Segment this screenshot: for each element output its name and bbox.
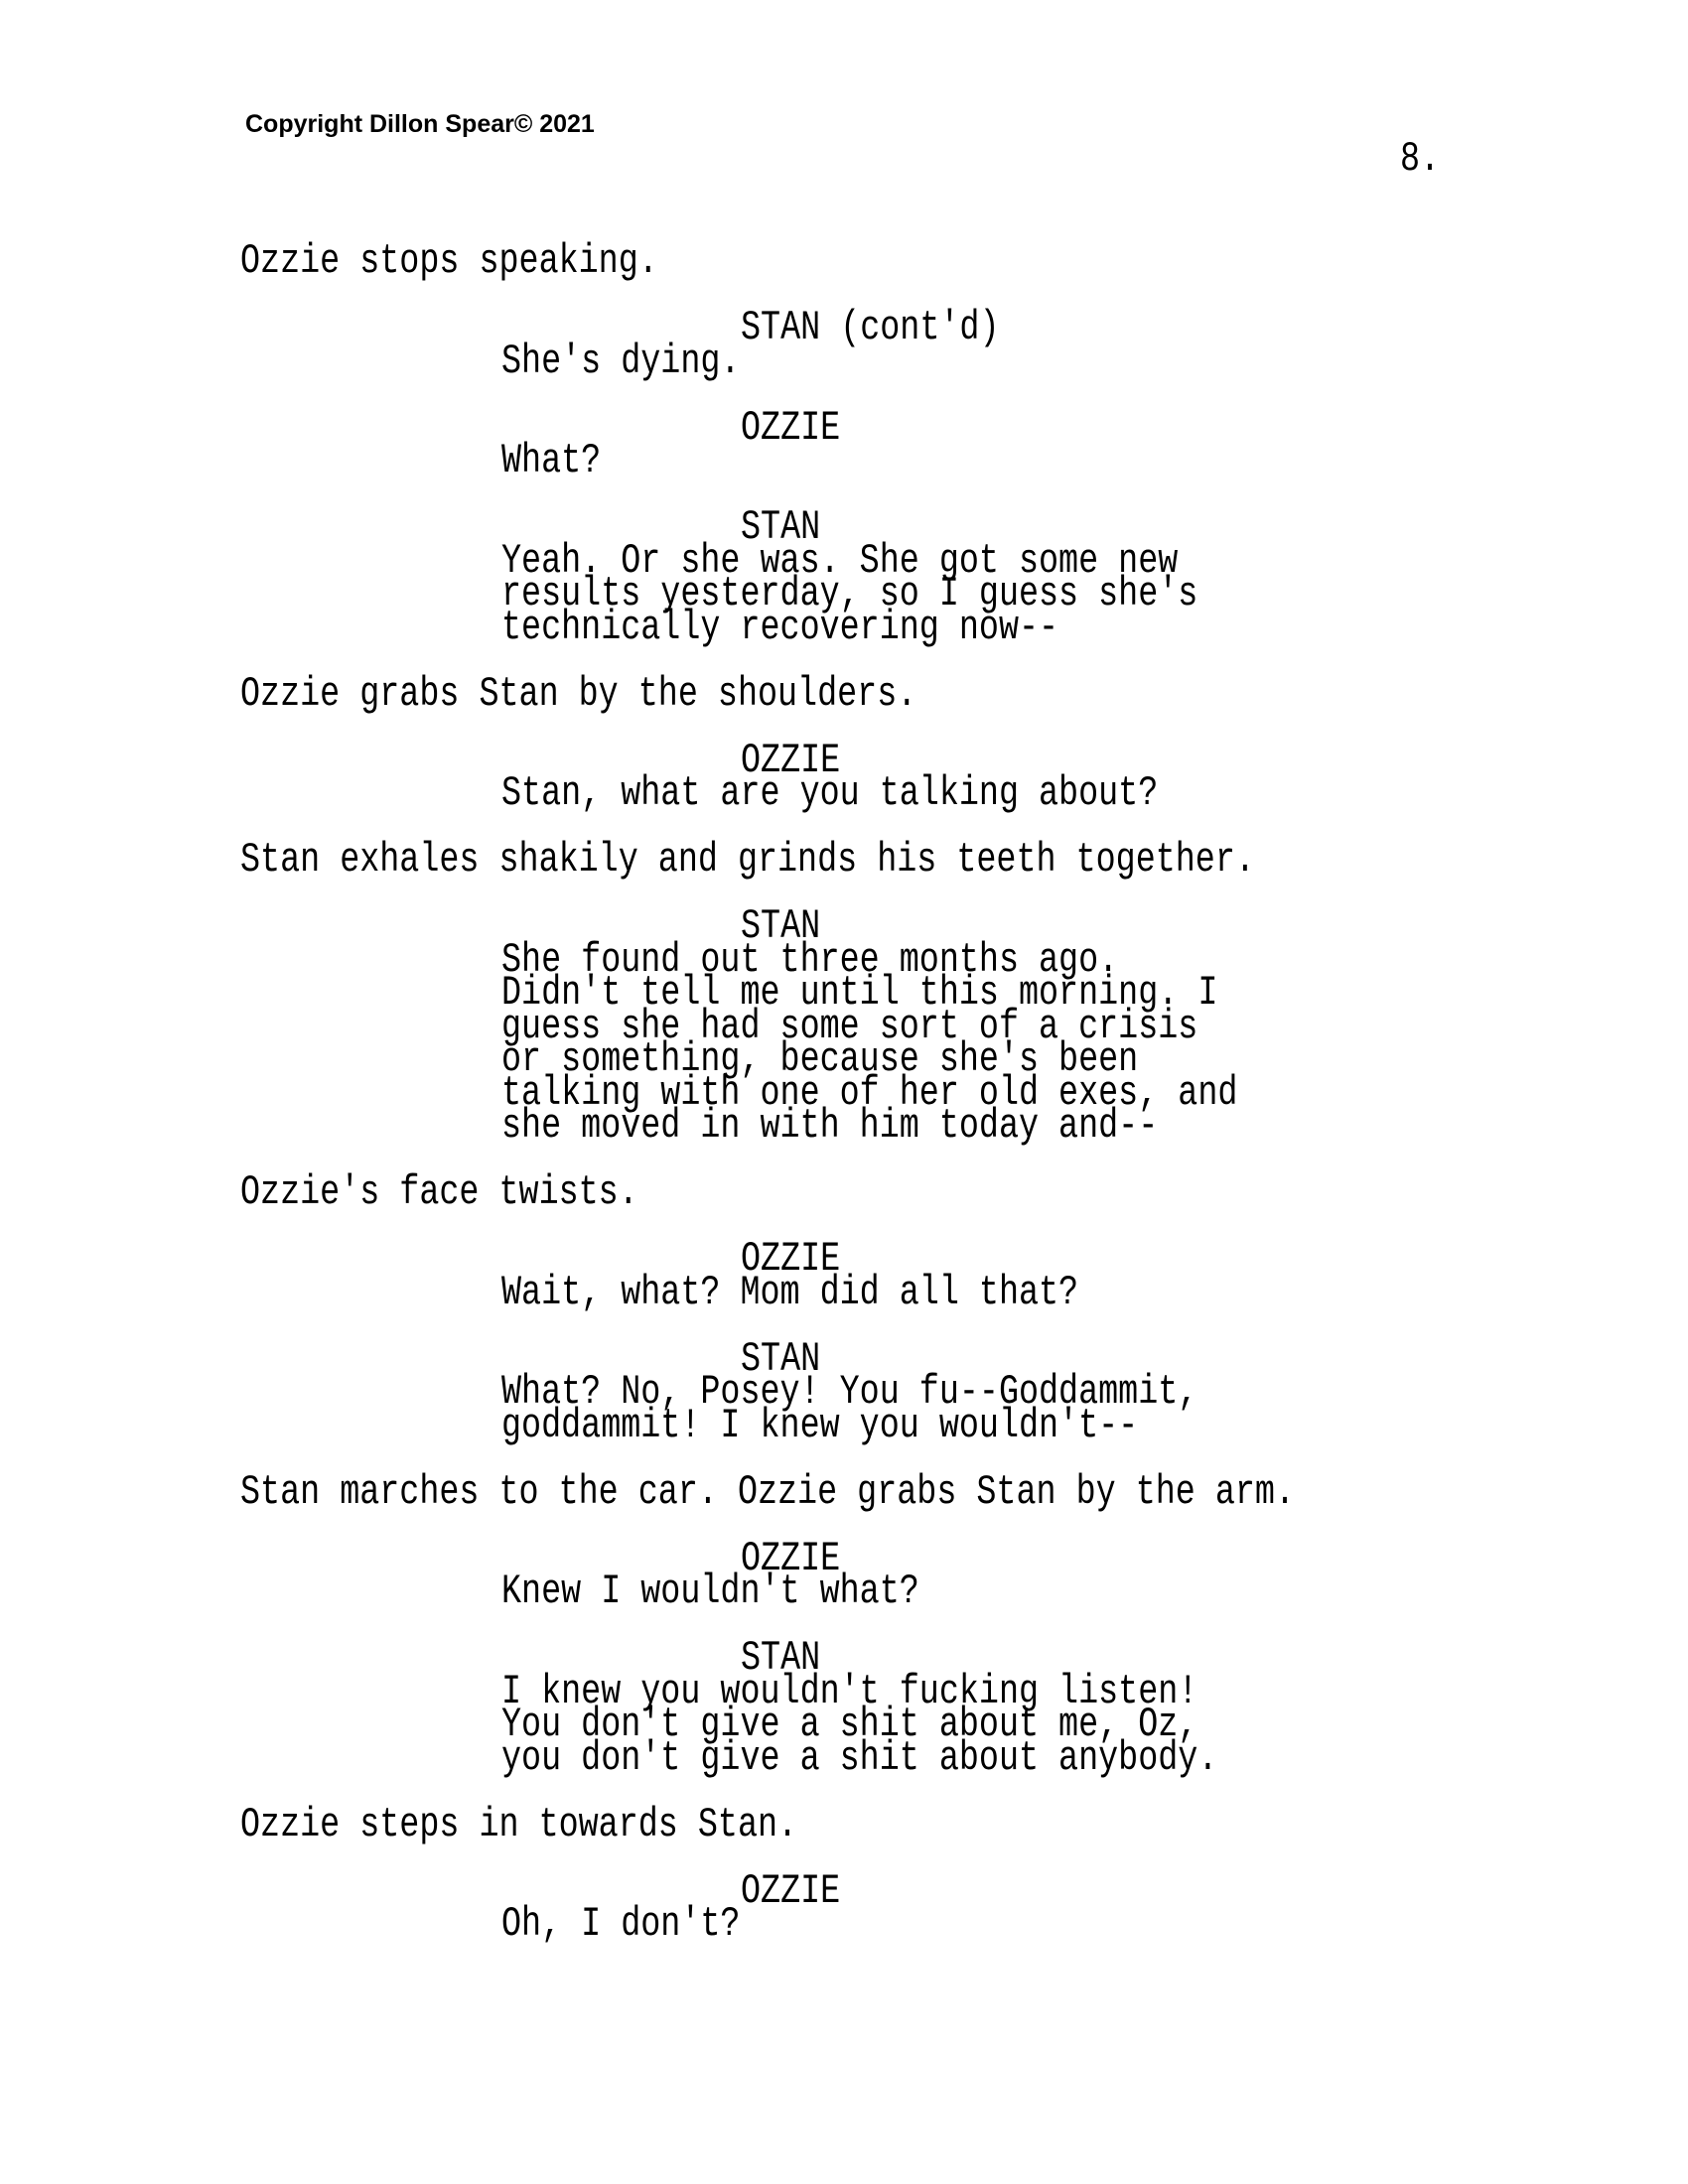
character-name: STAN <box>741 1635 821 1683</box>
page-number: 8. <box>1400 136 1441 184</box>
character-name: OZZIE <box>741 1867 841 1916</box>
dialogue-line: guess she had some sort of a crisis <box>501 1003 1198 1051</box>
dialogue-line: Stan, what are you talking about? <box>501 770 1159 818</box>
character-name: STAN <box>741 903 821 951</box>
action-block <box>240 1801 1531 1849</box>
action-block <box>240 1468 1531 1517</box>
character-name: OZZIE <box>741 1535 841 1583</box>
dialogue-line: technically recovering now-- <box>501 604 1059 652</box>
dialogue-block <box>240 404 1531 485</box>
script-body <box>240 238 1531 1949</box>
dialogue-line: Oh, I don't? <box>501 1901 741 1949</box>
character-name: STAN <box>741 504 821 552</box>
dialogue-line: I knew you wouldn't fucking listen! <box>501 1668 1198 1716</box>
action-line: Stan marches to the car. Ozzie grabs Stan by the arm. <box>240 1468 1295 1517</box>
dialogue-line: she moved in with him today and-- <box>501 1103 1159 1151</box>
character-name: OZZIE <box>741 737 841 785</box>
action-line: Ozzie steps in towards Stan. <box>240 1801 798 1849</box>
dialogue-block <box>240 1236 1531 1317</box>
dialogue-line: Didn't tell me until this morning. I <box>501 970 1218 1018</box>
dialogue-line: You don't give a shit about me, Oz, <box>501 1702 1198 1749</box>
action-line: Ozzie's face twists. <box>240 1169 638 1217</box>
dialogue-line: talking with one of her old exes, and <box>501 1069 1238 1118</box>
copyright-notice: Copyright Dillon Spear© 2021 <box>245 110 595 138</box>
dialogue-line: She's dying. <box>501 338 741 386</box>
action-block <box>240 837 1531 885</box>
character-name: OZZIE <box>741 1236 841 1284</box>
action-line: Stan exhales shakily and grinds his teeth together. <box>240 837 1255 885</box>
action-block <box>240 1169 1531 1217</box>
dialogue-line: What? <box>501 438 602 485</box>
dialogue-block <box>240 1335 1531 1450</box>
character-name: OZZIE <box>741 404 841 453</box>
character-name: STAN (cont'd) <box>741 305 1000 352</box>
dialogue-block <box>240 504 1531 652</box>
dialogue-line: or something, because she's been <box>501 1036 1139 1084</box>
dialogue-line: you don't give a shit about anybody. <box>501 1734 1218 1783</box>
dialogue-block <box>240 1535 1531 1616</box>
action-line: Ozzie stops speaking. <box>240 238 658 286</box>
dialogue-line: Yeah. Or she was. She got some new <box>501 537 1179 586</box>
dialogue-line: Knew I wouldn't what? <box>501 1569 919 1616</box>
dialogue-line: She found out three months ago. <box>501 936 1119 985</box>
dialogue-line: What? No, Posey! You fu--Goddammit, <box>501 1369 1198 1417</box>
dialogue-block <box>240 1635 1531 1783</box>
dialogue-line: goddammit! I knew you wouldn't-- <box>501 1402 1139 1450</box>
action-block <box>240 670 1531 719</box>
dialogue-block <box>240 737 1531 818</box>
dialogue-line: results yesterday, so I guess she's <box>501 571 1198 618</box>
dialogue-block <box>240 1867 1531 1949</box>
action-line: Ozzie grabs Stan by the shoulders. <box>240 670 917 719</box>
dialogue-block <box>240 903 1531 1151</box>
dialogue-block <box>240 305 1531 386</box>
action-block <box>240 238 1531 286</box>
character-name: STAN <box>741 1335 821 1384</box>
dialogue-line: Wait, what? Mom did all that? <box>501 1269 1079 1317</box>
